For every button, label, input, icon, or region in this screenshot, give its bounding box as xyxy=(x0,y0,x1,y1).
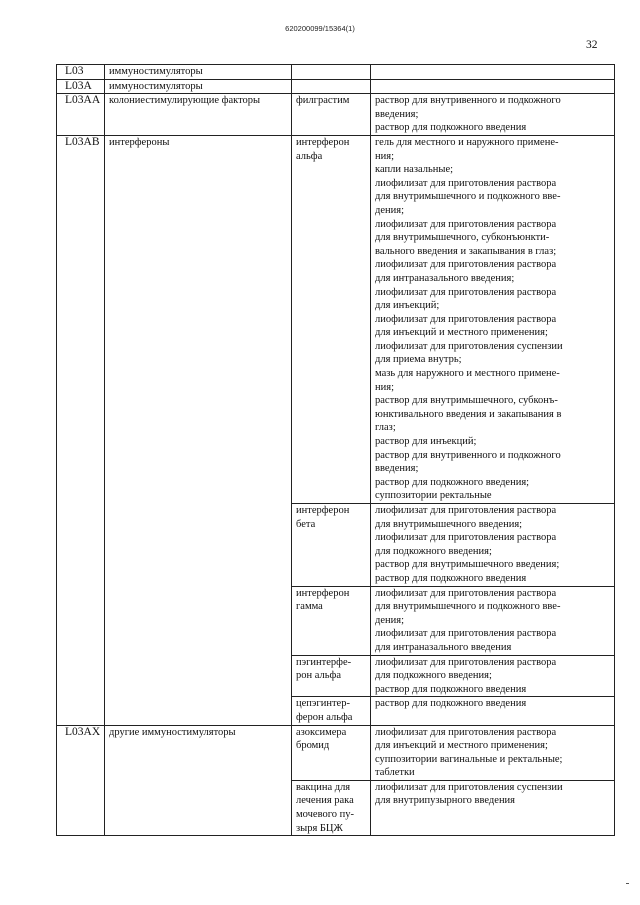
dosage-form-line: раствор для инъекций; xyxy=(375,436,477,448)
dosage-form-line: для инъекций и местного применения; xyxy=(375,327,548,339)
dosage-form-line: для интраназального введения xyxy=(375,641,512,653)
dosage-form-line: раствор для подкожного введения xyxy=(375,683,527,695)
drug-name-cell: интерферон бета xyxy=(292,504,371,587)
dosage-forms-cell xyxy=(371,780,615,835)
dosage-form-line: раствор для подкожного введения; xyxy=(375,476,530,488)
atc-code-cell xyxy=(57,135,105,725)
drug-name-cell: интерферон альфа xyxy=(292,135,371,503)
drug-name-cell: филграстим xyxy=(292,94,371,136)
dosage-form-line: капли назальные; xyxy=(375,164,454,176)
drug-name-cell: интерферон гамма xyxy=(292,586,371,655)
table-row xyxy=(57,79,615,94)
dosage-form-line: суппозитории вагинальные и ректальные; xyxy=(375,753,563,765)
dosage-form-line: для инъекций и местного применения; xyxy=(375,740,548,752)
dosage-form-line: глаз; xyxy=(375,422,396,434)
atc-group-name: иммуностимуляторы xyxy=(105,79,292,94)
drug-name-cell xyxy=(292,65,371,80)
dosage-form-line: гель для местного и наружного примене- xyxy=(375,136,559,148)
atc-group-name: другие иммуностимуляторы xyxy=(105,725,292,836)
dosage-form-line: лиофилизат для приготовления раствора xyxy=(375,177,557,189)
dosage-forms-cell xyxy=(371,725,615,780)
dosage-form-line: мазь для наружного и местного примене- xyxy=(375,368,560,380)
dosage-form-line: введения; xyxy=(375,463,419,475)
dosage-forms-cell xyxy=(371,586,615,655)
atc-code-cell xyxy=(57,94,105,136)
dosage-form-line: раствор для подкожного введения xyxy=(375,698,527,710)
atc-code-cell xyxy=(57,65,105,80)
dosage-form-line: лиофилизат для приготовления раствора xyxy=(375,313,557,325)
dosage-forms-cell xyxy=(371,94,615,136)
table-row xyxy=(57,725,615,780)
dosage-form-line: таблетки xyxy=(375,767,415,779)
dosage-form-line: суппозитории ректальные xyxy=(375,490,492,502)
dosage-form-line: лиофилизат для приготовления раствора xyxy=(375,587,557,599)
dosage-forms-cell xyxy=(371,504,615,587)
dosage-form-line: для внутрипузырного введения xyxy=(375,795,516,807)
table-row xyxy=(57,94,615,136)
dosage-form-line: раствор для подкожного введения xyxy=(375,122,527,134)
dosage-form-line: для подкожного введения; xyxy=(375,670,492,682)
dosage-form-line: лиофилизат для приготовления суспензии xyxy=(375,781,563,793)
dosage-form-line: лиофилизат для приготовления суспензии xyxy=(375,340,563,352)
dosage-form-line: для приема внутрь; xyxy=(375,354,462,366)
dosage-form-line: ния; xyxy=(375,381,394,393)
dosage-form-line: дения; xyxy=(375,614,404,626)
document-id: 620200099/15364(1) xyxy=(285,24,355,33)
atc-group-name: иммуностимуляторы xyxy=(105,65,292,80)
dosage-forms-cell xyxy=(371,655,615,697)
atc-code: L03 xyxy=(65,65,84,77)
dosage-form-line: для внутримышечного введения; xyxy=(375,518,523,530)
dosage-form-line: для интраназального введения; xyxy=(375,272,515,284)
dosage-form-line: для внутримышечного и подкожного вве- xyxy=(375,191,561,203)
atc-code: L03A xyxy=(65,79,92,92)
dosage-form-line: юнктивального введения и закапывания в xyxy=(375,408,562,420)
atc-group-name: интерфероны xyxy=(105,135,292,725)
atc-group-name: колониестимулирующие факторы xyxy=(105,94,292,136)
drug-name-cell: азоксимера бромид xyxy=(292,725,371,780)
drug-name-cell: вакцина для лечения рака мочевого пу-зыря БЦЖ xyxy=(292,780,371,835)
page-number: 32 xyxy=(586,39,598,51)
drug-name-cell: пэгинтерфе-рон альфа xyxy=(292,655,371,697)
dosage-form-line: ния; xyxy=(375,150,394,162)
dosage-form-line: раствор для подкожного введения xyxy=(375,572,527,584)
dosage-form-line: дения; xyxy=(375,204,404,216)
dosage-form-line: для внутримышечного, субконъюнкти- xyxy=(375,232,550,244)
atc-code-cell xyxy=(57,725,105,836)
atc-code-cell xyxy=(57,79,105,94)
dosage-form-line: для подкожного введения; xyxy=(375,545,492,557)
dosage-form-line: для внутримышечного и подкожного вве- xyxy=(375,601,561,613)
dosage-form-line: лиофилизат для приготовления раствора xyxy=(375,656,557,668)
dosage-form-line: лиофилизат для приготовления раствора xyxy=(375,286,557,298)
scan-edge-mark xyxy=(626,883,629,884)
drug-name-cell: цепэгинтер-ферон альфа xyxy=(292,697,371,725)
atc-drug-table xyxy=(56,64,615,836)
dosage-form-line: введения; xyxy=(375,108,419,120)
dosage-form-line: раствор для внутривенного и подкожного xyxy=(375,449,561,461)
table-row xyxy=(57,65,615,80)
dosage-form-line: лиофилизат для приготовления раствора xyxy=(375,628,557,640)
drug-name-cell xyxy=(292,79,371,94)
dosage-form-line: лиофилизат для приготовления раствора xyxy=(375,726,557,738)
dosage-form-line: раствор для внутривенного и подкожного xyxy=(375,95,561,107)
atc-code: L03AB xyxy=(65,135,100,148)
dosage-form-line: лиофилизат для приготовления раствора xyxy=(375,218,557,230)
dosage-forms-cell xyxy=(371,65,615,80)
dosage-form-line: лиофилизат для приготовления раствора xyxy=(375,532,557,544)
dosage-form-line: раствор для внутримышечного, субконъ- xyxy=(375,395,558,407)
dosage-form-line: для инъекций; xyxy=(375,300,440,312)
dosage-forms-cell xyxy=(371,79,615,94)
dosage-form-line: раствор для внутримышечного введения; xyxy=(375,559,560,571)
table-row xyxy=(57,135,615,503)
dosage-forms-cell xyxy=(371,697,615,725)
dosage-form-line: вального введения и закапывания в глаз; xyxy=(375,245,557,257)
dosage-form-line: лиофилизат для приготовления раствора xyxy=(375,259,557,271)
atc-code: L03AA xyxy=(65,94,101,107)
atc-code: L03AX xyxy=(65,725,101,738)
dosage-form-line: лиофилизат для приготовления раствора xyxy=(375,505,557,516)
dosage-forms-cell xyxy=(371,135,615,503)
